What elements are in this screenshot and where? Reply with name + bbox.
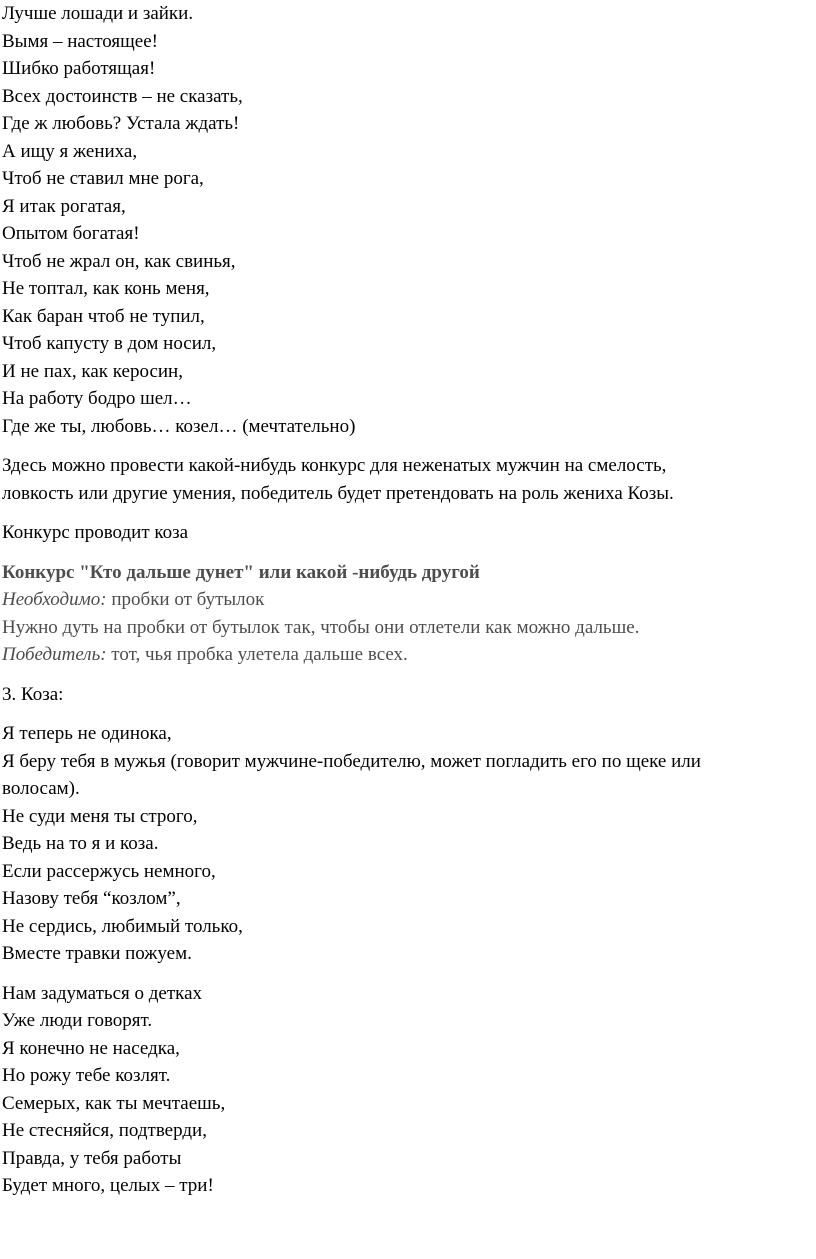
poem-line: Я итак рогатая, (2, 195, 126, 217)
needed-label: Необходимо: (2, 589, 107, 610)
poem-line: Вместе травки пожуем. (2, 943, 192, 964)
poem-line: Чтоб не ставил мне рога, (2, 168, 204, 189)
poem-line: Вымя – настоящее! (2, 30, 158, 52)
section-heading: 3. Коза: (2, 683, 64, 705)
host-line: Конкурс проводит коза (2, 522, 189, 543)
poem-line: Уже люди говорят. (2, 1010, 153, 1031)
poem-block-1 (2, 0, 816, 440)
contest-needed (2, 586, 816, 614)
poem-block-3 (2, 980, 816, 1200)
poem-line: Шибко работящая! (2, 58, 156, 79)
poem-line: Лучше лошади и зайки. (2, 3, 194, 24)
poem-line: А ищу я жениха, (2, 140, 138, 162)
poem-line: Не сердись, любимый только, (2, 915, 243, 937)
poem-line: Как баран чтоб не тупил, (2, 305, 205, 327)
contest-description: Нужно дуть на пробки от бутылок так, чтобы они отлетели как можно дальше. (2, 616, 640, 638)
poem-line: Если рассержусь немного, (2, 860, 216, 882)
poem-line: Не стесняйся, подтверди, (2, 1120, 207, 1141)
poem-block-2 (2, 720, 816, 968)
poem-line: волосам). (2, 778, 80, 799)
note-line: ловкость или другие умения, победитель будет претендовать на роль жениха Козы. (2, 482, 674, 504)
poem-line: Я конечно не наседка, (2, 1037, 180, 1059)
contest-winner (2, 641, 816, 669)
winner-label: Победитель: (2, 644, 107, 665)
poem-line: На работу бодро шел… (2, 388, 192, 409)
poem-line: Я беру тебя в мужья (говорит мужчине-победителю, может погладить его по щеке или (2, 750, 701, 772)
winner-value: тот, чья пробка улетела дальше всех. (106, 644, 408, 665)
poem-line: Но рожу тебе козлят. (2, 1065, 171, 1086)
poem-line: Чтоб капусту в дом носил, (2, 333, 217, 354)
poem-line: И не пах, как керосин, (2, 360, 183, 382)
poem-line: Опытом богатая! (2, 223, 140, 244)
note-line: Здесь можно провести какой-нибудь конкурс для неженатых мужчин на смелость, (2, 455, 667, 476)
poem-line: Не суди меня ты строго, (2, 805, 198, 827)
poem-line: Где ж любовь? Устала ждать! (2, 113, 240, 134)
poem-line: Нам задуматься о детках (2, 982, 203, 1004)
organizer-note (2, 452, 816, 507)
poem-line: Я теперь не одинока, (2, 723, 172, 744)
poem-line: Назову тебя “козлом”, (2, 888, 181, 909)
contest-title (2, 559, 816, 587)
needed-value: пробки от бутылок (106, 589, 265, 610)
poem-line: Правда, у тебя работы (2, 1147, 182, 1169)
poem-line: Семерых, как ты мечтаешь, (2, 1092, 226, 1114)
poem-line: Чтоб не жрал он, как свинья, (2, 250, 236, 272)
poem-line: Не топтал, как конь меня, (2, 278, 210, 299)
poem-line: Будет много, целых – три! (2, 1175, 214, 1196)
contest-title-text: Конкурс "Кто дальше дунет" или какой -нибудь другой (2, 561, 480, 583)
poem-line: Где же ты, любовь… козел… (мечтательно) (2, 415, 356, 437)
poem-line: Всех достоинств – не сказать, (2, 85, 243, 107)
poem-line: Ведь на то я и коза. (2, 833, 159, 854)
contest-block (2, 559, 816, 669)
